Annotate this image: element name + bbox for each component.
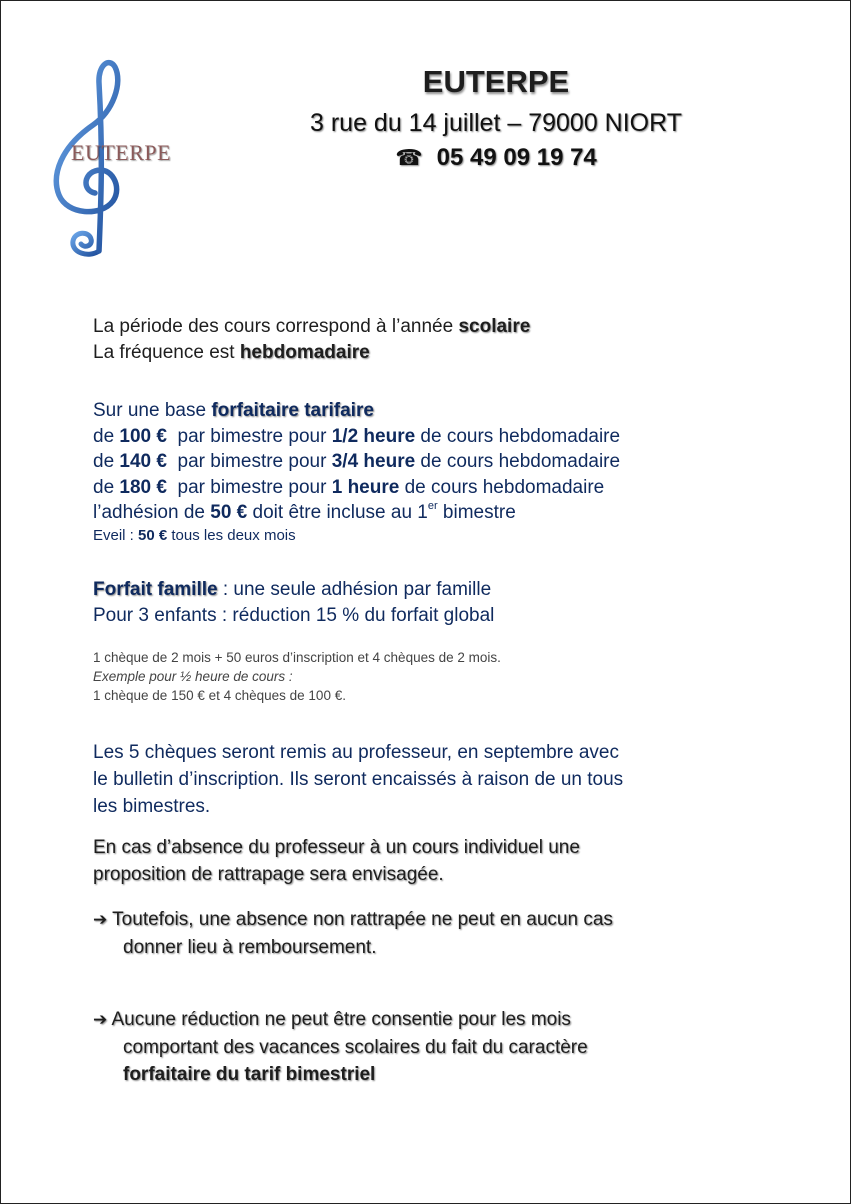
- price-row: [93, 449, 793, 475]
- payment-line: 1 chèque de 2 mois + 50 euros d’inscription et 4 chèques de 2 mois.: [93, 650, 501, 665]
- period-bold: scolaire: [458, 316, 531, 337]
- absence-line: En cas d’absence du professeur à un cours individuel une: [93, 837, 580, 858]
- pricing-section: [93, 398, 793, 546]
- telephone-icon: ☎: [395, 146, 423, 171]
- price-row-post: de cours hebdomadaire: [399, 476, 605, 498]
- phone-line: [1, 144, 851, 172]
- adhesion-mid: doit être incluse au 1: [247, 502, 428, 523]
- price-duration: 3/4 heure: [331, 451, 416, 472]
- page-title: EUTERPE: [422, 64, 570, 99]
- note-text: Aucune réduction ne peut être consentie pour les mois: [107, 1009, 571, 1030]
- price-value: 180 €: [119, 476, 167, 498]
- cheques-line: le bulletin d’inscription. Ils seront encaissés à raison de un tous: [93, 769, 624, 790]
- period-text: La période des cours correspond à l’année: [93, 316, 459, 337]
- price-row: [93, 475, 793, 501]
- family-title-rest: : une seule adhésion par famille: [217, 579, 492, 600]
- price-value: 140 €: [119, 451, 167, 472]
- family-line: [93, 577, 793, 603]
- family-discount: Pour 3 enfants : réduction 15 % du forfait global: [93, 604, 495, 626]
- absence-line: proposition de rattrapage sera envisagée.: [93, 864, 444, 885]
- note-line: comportant des vacances scolaires du fait du caractère: [123, 1037, 588, 1058]
- price-value: 100 €: [119, 425, 167, 447]
- right-arrow-icon: ➔: [93, 910, 108, 930]
- price-row-pre: de: [93, 425, 120, 447]
- phone-number: 05 49 09 19 74: [436, 144, 597, 171]
- family-section: [93, 577, 793, 628]
- price-row-pre: de: [93, 451, 120, 472]
- note-line: donner lieu à remboursement.: [123, 937, 377, 958]
- price-row-post: de cours hebdomadaire: [415, 425, 621, 447]
- adhesion-sup: er: [427, 500, 438, 512]
- cheques-section: [93, 739, 793, 820]
- eveil-post: tous les deux mois: [167, 526, 296, 544]
- pricing-intro-bold: forfaitaire tarifaire: [211, 400, 374, 421]
- cheques-line: Les 5 chèques seront remis au professeur, en septembre avec: [93, 742, 619, 763]
- period-line: [93, 314, 793, 340]
- logo-text: EUTERPE: [71, 140, 172, 165]
- eveil-line: [93, 526, 793, 546]
- payment-line: 1 chèque de 150 € et 4 chèques de 100 €.: [93, 688, 346, 703]
- eveil-price: 50 €: [138, 526, 168, 544]
- payment-example: Exemple pour ½ heure de cours :: [93, 669, 293, 684]
- frequency-line: [93, 340, 793, 366]
- price-duration: 1 heure: [331, 476, 400, 498]
- note-line: [93, 1006, 793, 1034]
- family-title: Forfait famille: [93, 579, 218, 600]
- cheques-line: les bimestres.: [93, 796, 211, 817]
- price-duration: 1/2 heure: [331, 425, 416, 447]
- eveil-pre: Eveil :: [93, 526, 139, 544]
- frequency-text: La fréquence est: [93, 341, 240, 363]
- pricing-intro-text: Sur une base: [93, 400, 212, 421]
- right-arrow-icon: ➔: [93, 1010, 108, 1030]
- price-row-mid: par bimestre pour: [166, 425, 332, 447]
- note-holidays: [93, 1006, 793, 1088]
- price-row-post: de cours hebdomadaire: [415, 451, 621, 472]
- adhesion-price: 50 €: [210, 502, 248, 523]
- note-refund: [93, 906, 793, 961]
- price-row: [93, 424, 793, 450]
- adhesion-line: [93, 500, 793, 526]
- price-row-pre: de: [93, 476, 120, 498]
- price-row-mid: par bimestre pour: [166, 476, 332, 498]
- adhesion-pre: l’adhésion de: [93, 502, 211, 523]
- note-line: [93, 906, 793, 934]
- pricing-intro: [93, 398, 793, 424]
- payment-section: [93, 648, 793, 705]
- period-section: [93, 314, 793, 365]
- absence-section: [93, 834, 793, 888]
- price-row-mid: par bimestre pour: [166, 451, 332, 472]
- note-text: Toutefois, une absence non rattrapée ne peut en aucun cas: [107, 909, 613, 930]
- adhesion-post: bimestre: [437, 502, 516, 523]
- frequency-bold: hebdomadaire: [239, 341, 370, 363]
- address: 3 rue du 14 juillet – 79000 NIORT: [310, 109, 682, 137]
- note-line: forfaitaire du tarif bimestriel: [123, 1064, 376, 1085]
